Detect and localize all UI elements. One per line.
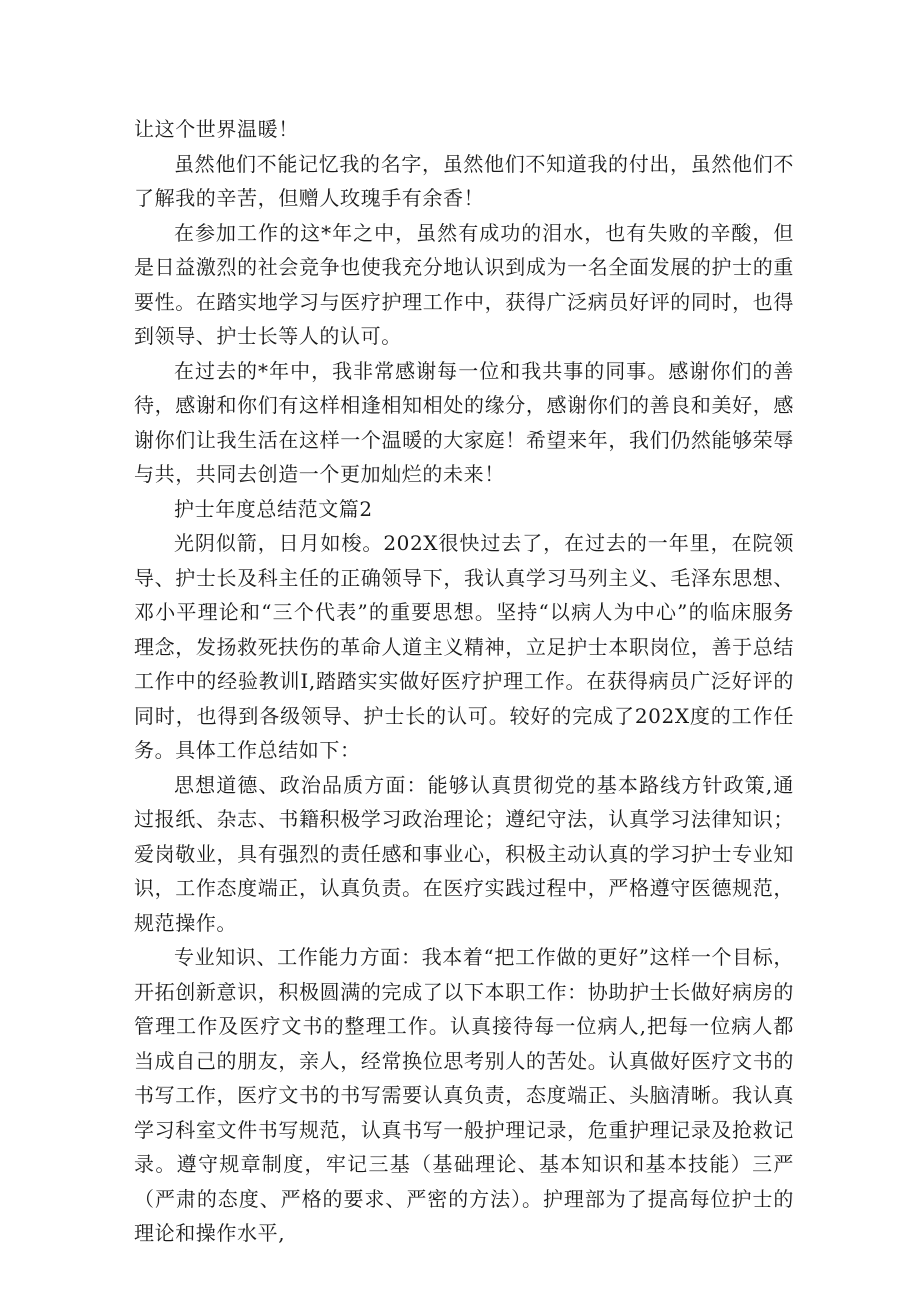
paragraph-1: 让这个世界温暖！ xyxy=(134,117,299,141)
document-body xyxy=(134,112,794,1251)
paragraph-4: 在过去的*年中，我非常感谢每一位和我共事的同事。感谢你们的善待，感谢和你们有这样相逢相知相处的缘分，感谢你们的善良和美好，感谢你们让我生活在这样一个温暖的大家庭！希望来年，我们仍然能够荣辱与共，共同去创造一个更加灿烂的未来！ xyxy=(134,358,794,486)
paragraph-2: 虽然他们不能记忆我的名字，虽然他们不知道我的付出，虽然他们不了解我的辛苦，但赠人玫瑰手有余香！ xyxy=(134,151,794,210)
paragraph-5: 光阴似箭，日月如梭。202X很快过去了，在过去的一年里，在院领导、护士长及科主任的正确领导下，我认真学习马列主义、毛泽东思想、邓小平理论和“三个代表”的重要思想。坚持“以病人为中心”的临床服务理念，发扬救死扶伤的革命人道主义精神，立足护士本职岗位，善于总结工作中的经验教训I,踏踏实实做好医疗护理工作。在获得病员广泛好评的同时，也得到各级领导、护士长的认可。较好的完成了202X度的工作任务。具体工作总结如下： xyxy=(134,531,794,762)
paragraph-6: 思想道德、政治品质方面：能够认真贯彻党的基本路线方针政策,通过报纸、杂志、书籍积极学习政治理论；遵纪守法，认真学习法律知识；爱岗敬业，具有强烈的责任感和事业心，积极主动认真的学习护士专业知识，工作态度端正，认真负责。在医疗实践过程中，严格遵守医德规范，规范操作。 xyxy=(134,772,794,935)
paragraph-7: 专业知识、工作能力方面：我本着“把工作做的更好”这样一个目标，开拓创新意识，积极圆满的完成了以下本职工作：协助护士长做好病房的管理工作及医疗文书的整理工作。认真接待每一位病人,把每一位病人都当成自己的朋友，亲人，经常换位思考别人的苦处。认真做好医疗文书的书写工作，医疗文书的书写需要认真负责，态度端正、头脑清晰。我认真学习科室文件书写规范，认真书写一般护理记录，危重护理记录及抢救记录。遵守规章制度，牢记三基（基础理论、基本知识和基本技能）三严（严肃的态度、严格的要求、严密的方法）。护理部为了提高每位护士的理论和操作水平, xyxy=(134,945,794,1245)
paragraph-3: 在参加工作的这*年之中，虽然有成功的泪水，也有失败的辛酸，但是日益激烈的社会竞争也使我充分地认识到成为一名全面发展的护士的重要性。在踏实地学习与医疗护理工作中，获得广泛病员好评的同时，也得到领导、护士长等人的认可。 xyxy=(134,220,794,348)
section-heading: 护士年度总结范文篇2 xyxy=(174,496,373,521)
